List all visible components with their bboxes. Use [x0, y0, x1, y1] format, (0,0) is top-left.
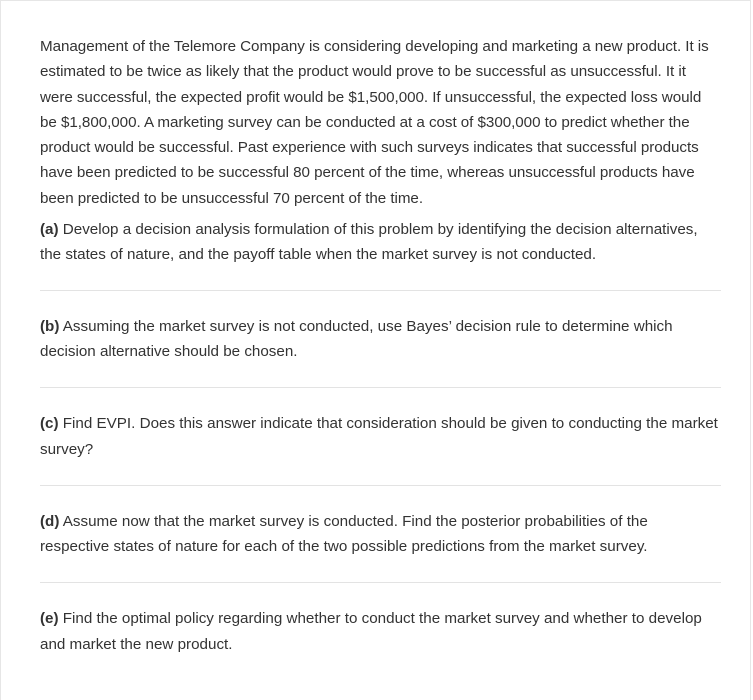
divider: [40, 290, 721, 291]
part-d-label: (d): [40, 512, 60, 530]
problem-statement: Management of the Telemore Company is considering developing and marketing a new product. It is estimated to be twice as likely that the product would prove to be successful as unsuccessful. It it were successful, the expected profit would be $1,500,000. If unsuccessful, the expected loss would be $1,800,000. A marketing survey can be conducted at a cost of $300,000 to predict whether the product would be successful. Past experience with such surveys indicates that successful products have been predicted to be successful 80 percent of the time, whereas unsuccessful products have been predicted to be unsuccessful 70 percent of the time.: [40, 38, 709, 207]
part-c-label: (c): [40, 415, 59, 433]
divider: [40, 387, 721, 388]
divider: [40, 485, 721, 486]
part-d: [40, 509, 721, 560]
divider: [40, 582, 721, 583]
part-e-text: Find the optimal policy regarding whether to conduct the market survey and whether to develop and market the new product.: [40, 610, 702, 653]
part-e-label: (e): [40, 610, 59, 628]
part-c-text: Find EVPI. Does this answer indicate that consideration should be given to conducting the market survey?: [40, 415, 718, 458]
part-e: [40, 606, 721, 657]
part-a: [40, 217, 721, 268]
part-d-text: Assume now that the market survey is conducted. Find the posterior probabilities of the respective states of nature for each of the two possible predictions from the market survey.: [40, 512, 648, 556]
part-b: [40, 314, 721, 365]
question-content: [40, 34, 721, 657]
part-a-label: (a): [40, 221, 59, 239]
part-a-text: Develop a decision analysis formulation of this problem by identifying the decision alternatives, the states of nature, and the payoff table when the market survey is not conducted.: [40, 221, 698, 264]
part-b-text: Assuming the market survey is not conducted, use Bayes’ decision rule to determine which decision alternative should be chosen.: [40, 317, 673, 360]
part-b-label: (b): [40, 317, 60, 335]
part-c: [40, 411, 721, 462]
